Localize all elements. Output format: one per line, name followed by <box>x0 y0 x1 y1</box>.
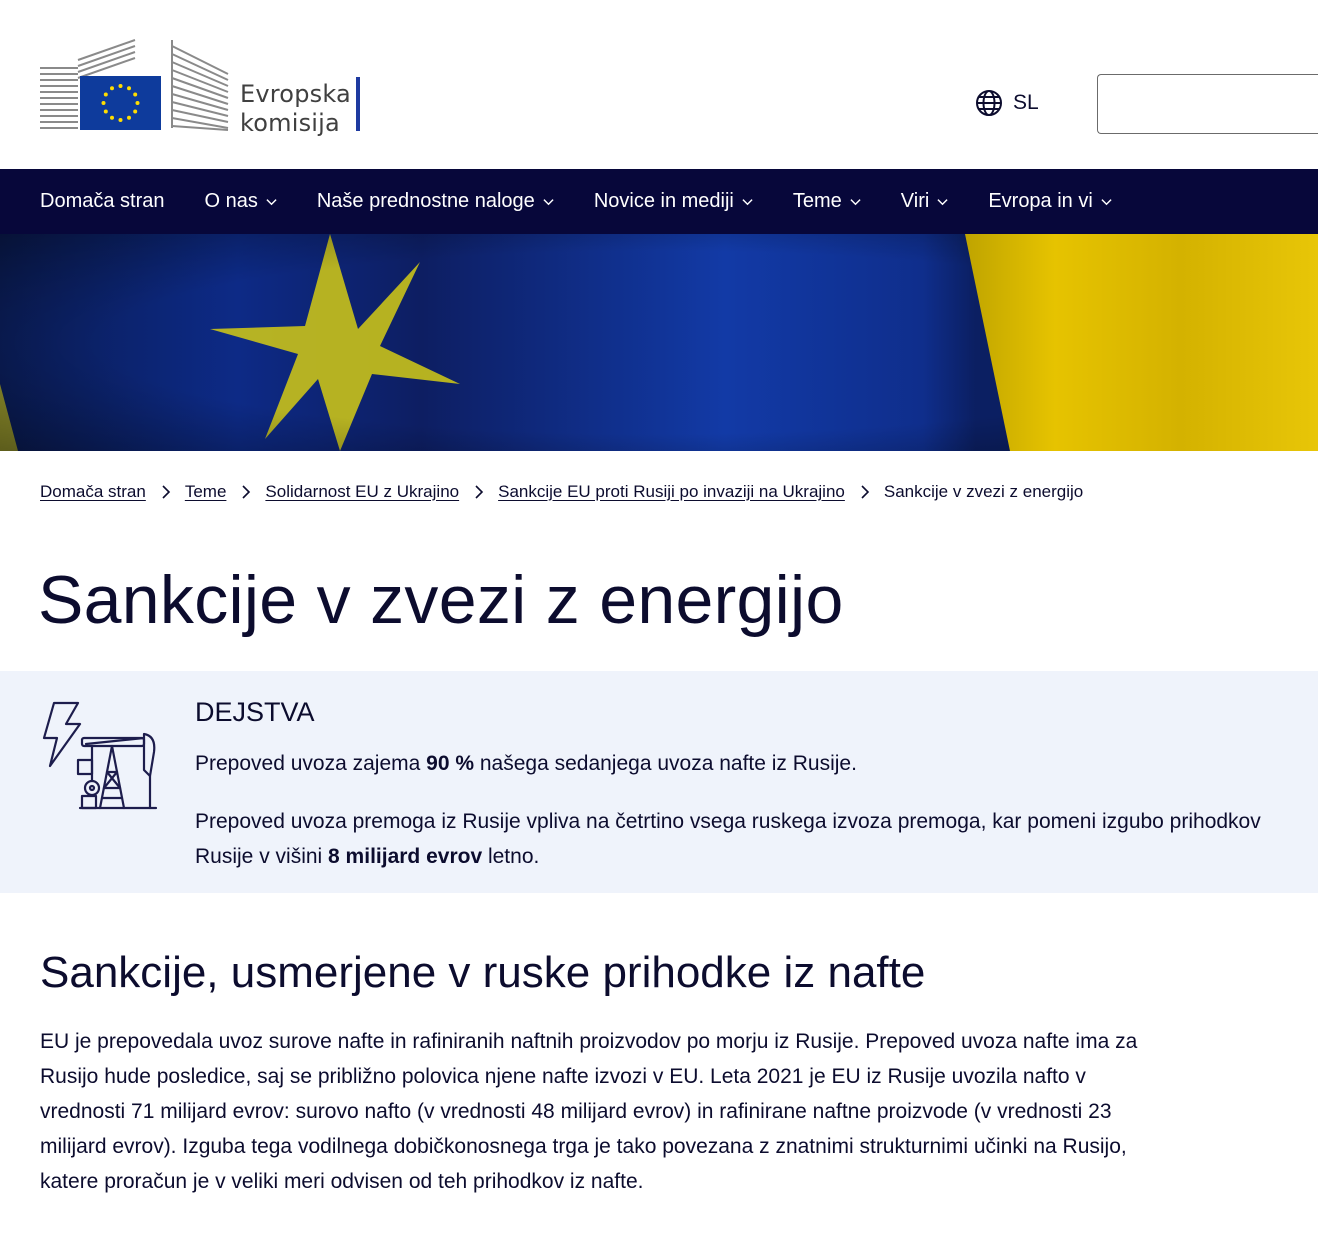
nav-item-priorities[interactable] <box>317 190 554 213</box>
fact-text: Prepoved uvoza premoga iz Rusije vpliva na četrtino vsega ruskega izvoza premoga, kar pomeni izgubo prihodkov Rusije v višini <box>195 810 1261 868</box>
nav-item-label: Viri <box>900 190 930 212</box>
site-header <box>0 0 1318 169</box>
nav-item-label: Evropa in vi <box>988 190 1093 212</box>
nav-item-news[interactable] <box>594 190 753 213</box>
main-navigation <box>0 169 1318 234</box>
chevron-right-icon <box>161 485 171 499</box>
nav-item-label: Naše prednostne naloge <box>316 190 535 212</box>
fact-highlight: 90 % <box>426 752 475 775</box>
chevron-down-icon <box>742 196 753 207</box>
search-box <box>1097 74 1318 134</box>
breadcrumb-link-sanctions[interactable]: Sankcije EU proti Rusiji po invaziji na Ukrajino <box>498 482 845 501</box>
facts-title: DEJSTVA <box>195 697 315 727</box>
ukraine-flag-yellow <box>965 234 1318 451</box>
breadcrumb-link-topics[interactable]: Teme <box>184 482 227 501</box>
nav-item-label: Novice in mediji <box>593 190 734 212</box>
logo-text <box>240 80 351 138</box>
fact-text: letno. <box>482 845 540 868</box>
nav-item-resources[interactable] <box>901 190 949 213</box>
chevron-down-icon <box>266 196 277 207</box>
page-title: Sankcije v zvezi z energijo <box>38 562 844 638</box>
chevron-down-icon <box>937 196 948 207</box>
globe-icon <box>975 89 1003 117</box>
hero-banner-image <box>0 234 1318 451</box>
language-code: SL <box>1013 91 1039 114</box>
logo-line-1: Evropska <box>240 80 351 108</box>
breadcrumb-link-solidarity[interactable]: Solidarnost EU z Ukrajino <box>265 482 460 501</box>
energy-oil-pump-icon <box>40 700 160 815</box>
breadcrumb <box>40 482 1083 502</box>
fact-coal-imports <box>195 804 1295 874</box>
chevron-down-icon <box>850 196 861 207</box>
chevron-right-icon <box>474 485 484 499</box>
chevron-down-icon <box>1101 196 1112 207</box>
breadcrumb-link-home[interactable]: Domača stran <box>40 482 146 501</box>
fact-text: našega sedanjega uvoza nafte iz Rusije. <box>474 752 857 775</box>
nav-item-label: Teme <box>792 190 842 212</box>
breadcrumb-current: Sankcije v zvezi z energijo <box>883 482 1084 501</box>
nav-item-home[interactable] <box>40 190 165 213</box>
logo-divider <box>356 77 360 131</box>
nav-item-label: Domača stran <box>40 190 165 212</box>
fact-oil-imports <box>195 746 1295 781</box>
nav-item-label: O nas <box>204 190 258 212</box>
fact-text: Prepoved uvoza zajema <box>195 752 427 775</box>
logo-line-2: komisija <box>240 109 340 137</box>
search-input[interactable] <box>1098 75 1318 133</box>
nav-item-about[interactable] <box>205 190 277 213</box>
nav-item-europe-and-you[interactable] <box>988 190 1112 213</box>
section-heading: Sankcije, usmerjene v ruske prihodke iz nafte <box>40 948 926 997</box>
nav-item-topics[interactable] <box>793 190 861 213</box>
section-paragraph: EU je prepovedala uvoz surove nafte in rafiniranih naftnih proizvodov po morju iz Rusije. Prepoved uvoza nafte ima za Rusijo hude posledice, saj se približno polovica njene nafte izvozi v EU. Leta 2021 je EU iz Rusije uvozila nafto v vrednosti 71 milijard evrov: surovo nafto (v vrednosti 48 milijard evrov) in rafinirane naftne proizvode (v vrednosti 23 milijard evrov). Izguba tega vodilnega dobičkonosnega trga je tako povezana z znatnimi strukturnimi učinki na Rusijo, katere proračun je v veliki meri odvisen od teh prihodkov iz nafte. <box>40 1030 1138 1193</box>
language-selector[interactable] <box>975 89 1039 117</box>
chevron-down-icon <box>543 196 554 207</box>
chevron-right-icon <box>860 485 870 499</box>
fact-highlight: 8 milijard evrov <box>328 845 483 868</box>
chevron-right-icon <box>241 485 251 499</box>
